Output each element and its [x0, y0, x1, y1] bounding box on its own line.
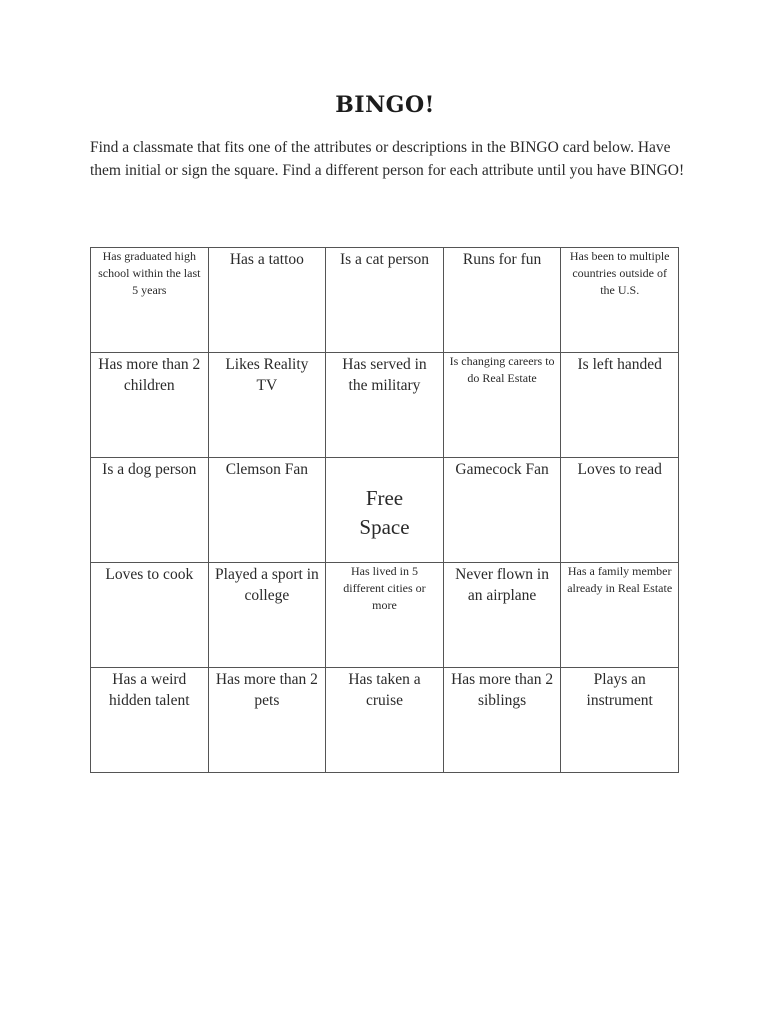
- square-label: Loves to cook: [105, 566, 194, 583]
- bingo-square: [208, 563, 326, 668]
- bingo-square: [326, 668, 444, 773]
- bingo-square: [561, 563, 679, 668]
- bingo-square: [91, 353, 209, 458]
- bingo-square: [326, 248, 444, 353]
- square-label: Has taken a cruise: [348, 671, 421, 709]
- square-label: Has graduated high school within the last 5 years: [98, 249, 201, 297]
- square-label: Has a tattoo: [229, 251, 304, 268]
- square-label: Is a dog person: [102, 461, 197, 478]
- square-label: Has a family member already in Real Estate: [567, 564, 673, 595]
- bingo-square: [208, 353, 326, 458]
- free-space-label: Free Space: [359, 486, 410, 539]
- square-label: Has more than 2 children: [98, 356, 201, 394]
- bingo-square: [326, 563, 444, 668]
- square-label: Is a cat person: [339, 251, 430, 268]
- square-label: Has a weird hidden talent: [109, 671, 190, 709]
- square-label: Gamecock Fan: [455, 461, 549, 478]
- bingo-square: [443, 353, 561, 458]
- bingo-square: [443, 668, 561, 773]
- bingo-square: [91, 563, 209, 668]
- square-label: Has more than 2 siblings: [451, 671, 554, 709]
- bingo-card: [90, 247, 679, 773]
- bingo-square: [561, 668, 679, 773]
- bingo-square: [91, 668, 209, 773]
- square-label: Runs for fun: [462, 251, 542, 268]
- square-label: Likes Reality TV: [225, 356, 309, 394]
- bingo-square: [91, 458, 209, 563]
- bingo-square: [208, 248, 326, 353]
- bingo-row: [91, 668, 679, 773]
- bingo-square: [91, 248, 209, 353]
- square-label: Plays an instrument: [586, 671, 653, 709]
- bingo-row: [91, 563, 679, 668]
- square-label: Clemson Fan: [225, 461, 309, 478]
- bingo-square: [443, 563, 561, 668]
- bingo-square: [561, 248, 679, 353]
- bingo-square: [326, 353, 444, 458]
- bingo-row: [91, 458, 679, 563]
- bingo-row: [91, 353, 679, 458]
- square-label: Played a sport in college: [215, 566, 319, 604]
- free-space-square: [326, 458, 444, 563]
- bingo-row: [91, 248, 679, 353]
- instructions-paragraph: Find a classmate that fits one of the attributes or descriptions in the BINGO card below. Have them initial or sign the square. Find a different person for each attribute until you have BINGO!: [90, 139, 685, 179]
- bingo-square: [208, 668, 326, 773]
- bingo-square: [208, 458, 326, 563]
- square-label: Has served in the military: [342, 356, 427, 394]
- square-label: Is changing careers to do Real Estate: [449, 354, 555, 385]
- square-label: Loves to read: [577, 461, 662, 478]
- page-title: BINGO!: [335, 92, 435, 118]
- bingo-square: [443, 248, 561, 353]
- bingo-square: [561, 458, 679, 563]
- square-label: Has lived in 5 different cities or more: [343, 564, 426, 612]
- square-label: Is left handed: [577, 356, 662, 373]
- bingo-square: [561, 353, 679, 458]
- square-label: Never flown in an airplane: [455, 566, 549, 604]
- square-label: Has more than 2 pets: [215, 671, 318, 709]
- bingo-square: [443, 458, 561, 563]
- square-label: Has been to multiple countries outside of the U.S.: [569, 249, 670, 297]
